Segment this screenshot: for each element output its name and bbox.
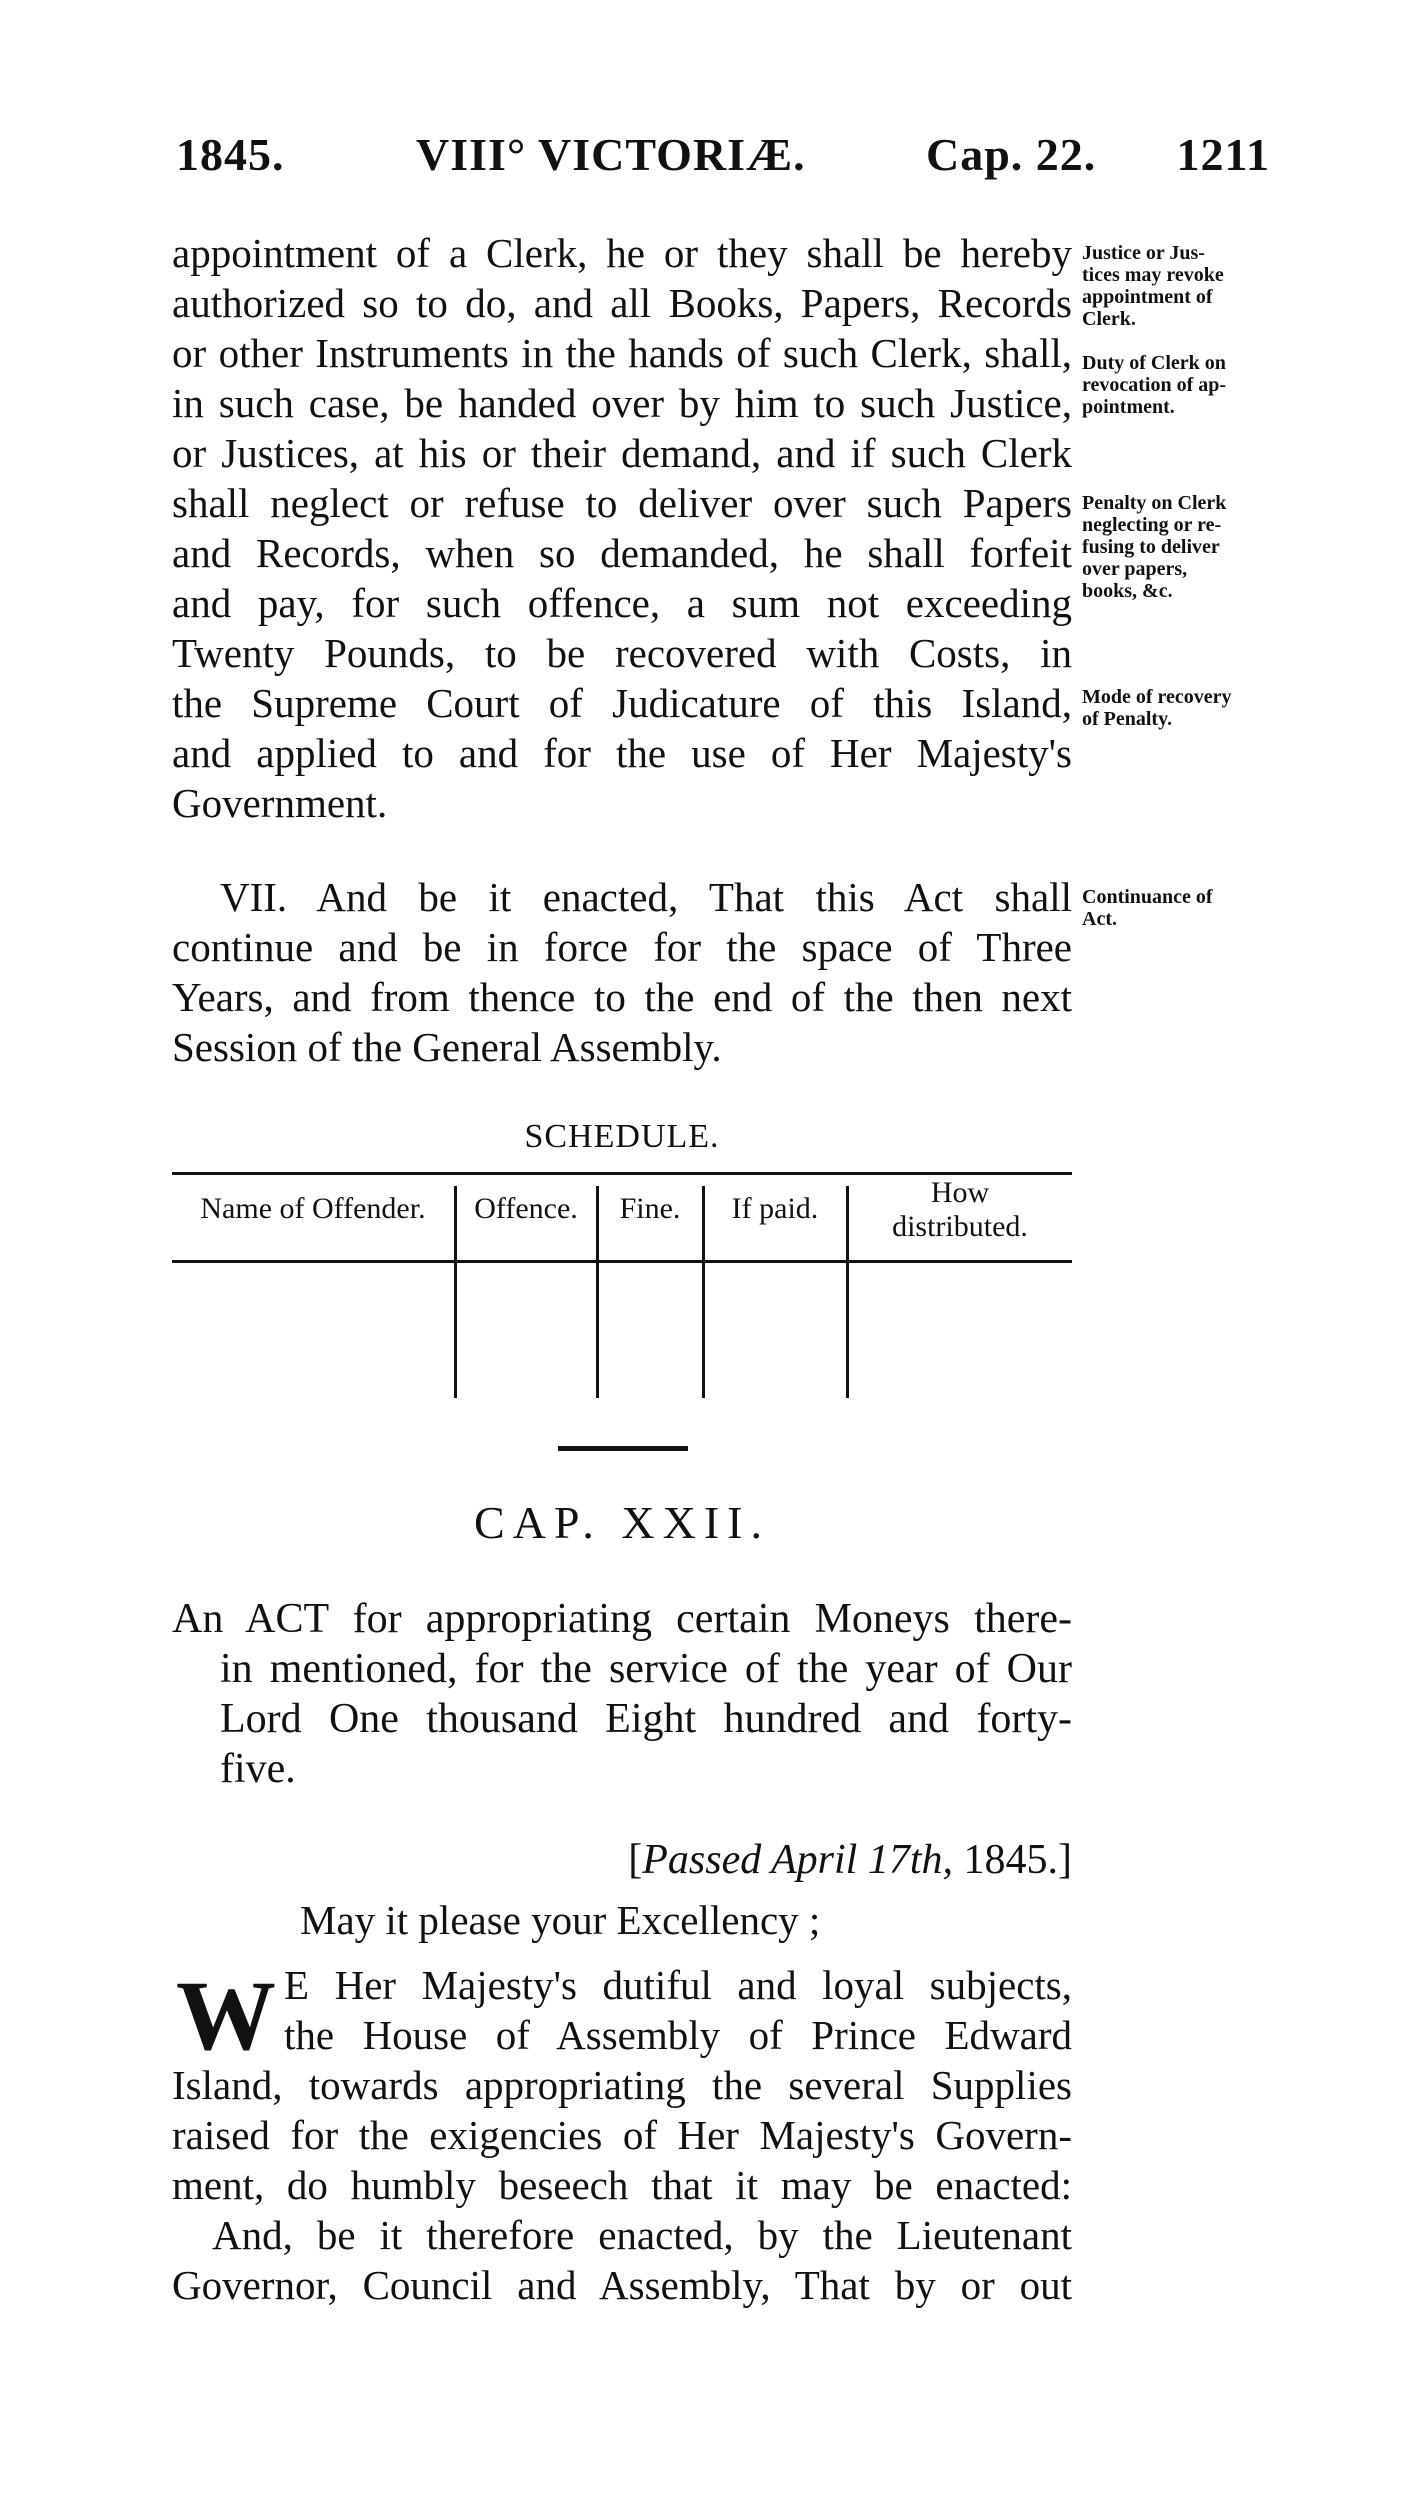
margin-note-recovery bbox=[1082, 686, 1282, 730]
margin-note-line: Act. bbox=[1082, 908, 1117, 930]
margin-note-line: pointment. bbox=[1082, 396, 1175, 418]
header-reign: VIII° VICTORIÆ. bbox=[416, 129, 806, 180]
text-line: E Her Majesty's dutiful and loyal subjects, bbox=[284, 1962, 1072, 2008]
text-line: continue and be in force for the space of Three bbox=[172, 924, 1072, 970]
table-rule-top bbox=[172, 1172, 1072, 1175]
greeting: May it please your Excellency ; bbox=[300, 1897, 821, 1943]
text-line: Government. bbox=[172, 780, 388, 826]
passed-bracket: [ bbox=[628, 1837, 643, 1883]
margin-note-penalty bbox=[1082, 492, 1282, 602]
text-line: Island, towards appropriating the several Supplies bbox=[172, 2062, 1072, 2108]
chapter-title: CAP. XXII. bbox=[474, 1497, 770, 1548]
text-line: and applied to and for the use of Her Majesty's bbox=[172, 730, 1072, 776]
margin-note-line: books, &c. bbox=[1082, 580, 1173, 602]
margin-note-revoke bbox=[1082, 242, 1282, 330]
text-line: authorized so to do, and all Books, Papers, Records bbox=[172, 280, 1072, 326]
text-line: the House of Assembly of Prince Edward bbox=[284, 2012, 1072, 2058]
margin-note-line: Mode of recovery bbox=[1082, 686, 1232, 708]
column-header-offence: Offence. bbox=[474, 1192, 578, 1225]
margin-note-line: Justice or Jus- bbox=[1082, 242, 1205, 264]
column-header-line: distributed. bbox=[892, 1210, 1028, 1243]
margin-note-line: over papers, bbox=[1082, 558, 1188, 580]
section-seven-text bbox=[172, 872, 1072, 1072]
margin-note-line: of Penalty. bbox=[1082, 708, 1172, 730]
column-header-line: How bbox=[930, 1176, 990, 1209]
text-line: An ACT for appropriating certain Moneys there- bbox=[172, 1596, 1072, 1642]
margin-note-line: tices may revoke bbox=[1082, 264, 1224, 286]
text-line: raised for the exigencies of Her Majesty's Govern- bbox=[172, 2112, 1072, 2158]
margin-note-line: Penalty on Clerk bbox=[1082, 492, 1227, 514]
passed-italic: Passed April 17th, bbox=[642, 1837, 953, 1883]
text-line: ment, do humbly beseech that it may be enacted: bbox=[172, 2162, 1072, 2208]
margin-note-continuance bbox=[1082, 886, 1282, 930]
section-divider bbox=[558, 1446, 688, 1451]
margin-note-line: appointment of bbox=[1082, 286, 1213, 308]
running-header bbox=[176, 128, 1270, 188]
text-line: in mentioned, for the service of the year of Our bbox=[220, 1646, 1072, 1692]
margin-note-line: Clerk. bbox=[1082, 308, 1136, 330]
margin-note-line: neglecting or re- bbox=[1082, 514, 1222, 536]
passed-date bbox=[172, 1836, 1072, 1884]
text-line: shall neglect or refuse to deliver over such Papers bbox=[172, 480, 1072, 526]
text-line: Session of the General Assembly. bbox=[172, 1024, 722, 1070]
margin-note-line: fusing to deliver bbox=[1082, 536, 1220, 558]
margin-note-line: Continuance of bbox=[1082, 886, 1213, 908]
text-line: the Supreme Court of Judicature of this Island, bbox=[172, 680, 1072, 726]
margin-note-line: revocation of ap- bbox=[1082, 374, 1227, 396]
text-line: or Justices, at his or their demand, and if such Clerk bbox=[172, 430, 1072, 476]
text-line: Lord One thousand Eight hundred and forty- bbox=[220, 1696, 1072, 1742]
text-line: And, be it therefore enacted, by the Lieutenant bbox=[212, 2212, 1072, 2258]
table-rule-header bbox=[172, 1260, 1072, 1263]
page-number: 1211 bbox=[1176, 129, 1270, 180]
margin-note-line: Duty of Clerk on bbox=[1082, 352, 1226, 374]
preamble-text bbox=[172, 1960, 1072, 2310]
header-year: 1845. bbox=[176, 129, 285, 180]
drop-cap: W bbox=[176, 1960, 276, 2071]
text-line: Governor, Council and Assembly, That by or out bbox=[172, 2262, 1072, 2308]
text-line: Years, and from thence to the end of the then next bbox=[172, 974, 1072, 1020]
schedule-table bbox=[172, 1172, 1072, 1404]
margin-note-duty bbox=[1082, 352, 1282, 418]
act-title-text bbox=[172, 1594, 1072, 1794]
text-line: VII. And be it enacted, That this Act shall bbox=[220, 874, 1072, 920]
header-chapter: Cap. 22. bbox=[926, 129, 1097, 180]
column-header-offender: Name of Offender. bbox=[200, 1192, 426, 1225]
column-header-fine: Fine. bbox=[619, 1192, 681, 1225]
text-line: Twenty Pounds, to be recovered with Costs, in bbox=[172, 630, 1072, 676]
text-line: and Records, when so demanded, he shall forfeit bbox=[172, 530, 1072, 576]
text-line: and pay, for such offence, a sum not exceeding bbox=[172, 580, 1072, 626]
schedule-title: SCHEDULE. bbox=[524, 1118, 720, 1155]
column-header-if-paid: If paid. bbox=[731, 1192, 819, 1225]
section-six-text bbox=[172, 228, 1072, 828]
text-line: five. bbox=[220, 1746, 296, 1792]
passed-year: 1845.] bbox=[953, 1837, 1072, 1883]
text-line: or other Instruments in the hands of such Clerk, shall, bbox=[172, 330, 1072, 376]
text-line: appointment of a Clerk, he or they shall be hereby bbox=[172, 230, 1072, 276]
column-header-distributed bbox=[848, 1176, 1072, 1244]
text-line: in such case, be handed over by him to such Justice, bbox=[172, 380, 1072, 426]
